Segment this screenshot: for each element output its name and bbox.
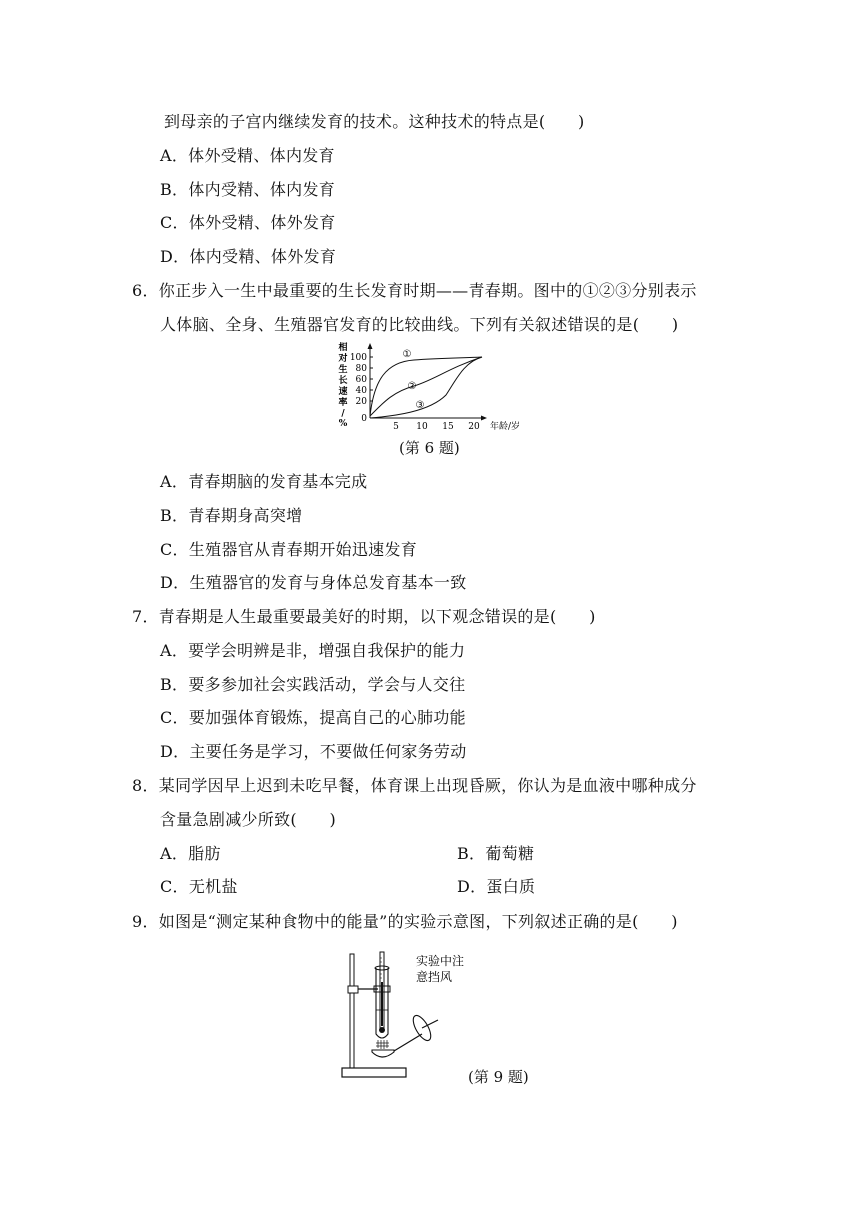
y-axis-arrow <box>368 343 373 349</box>
ylabel-char: % <box>338 419 348 429</box>
q5-option-d: D．体内受精、体外发育 <box>160 247 337 266</box>
curve-label-2: ② <box>407 381 417 392</box>
ytick-label: 20 <box>355 397 367 407</box>
q9-figure-caption: (第 9 题) <box>468 1068 529 1086</box>
q6-option-c: C．生殖器官从青春期开始迅速发育 <box>160 540 418 559</box>
ylabel-char: 相 <box>338 343 348 353</box>
xtick-label: 5 <box>393 422 399 432</box>
q8-stem-line1: 8．某同学因早上迟到未吃早餐，体育课上出现昏厥，你认为是血液中哪种成分 <box>132 776 697 795</box>
stand-rod <box>350 954 354 1068</box>
q6-option-b: B．青春期身高突增 <box>160 506 303 525</box>
q8-option-b: B．葡萄糖 <box>457 844 535 863</box>
ylabel-char: 率 <box>338 398 348 408</box>
q9-stem: 9．如图是“测定某种食物中的能量”的实验示意图，下列叙述正确的是( ) <box>132 912 678 931</box>
q8-option-a: A．脂肪 <box>160 844 221 863</box>
clamp-boss <box>348 986 358 993</box>
curve-label-1: ① <box>402 349 412 360</box>
ylabel-char: 长 <box>338 376 348 386</box>
q5-option-b: B．体内受精、体内发育 <box>160 180 336 199</box>
figure-note-line1: 实验中注 <box>416 954 465 968</box>
q6-option-a: A．青春期脑的发育基本完成 <box>160 472 368 491</box>
q5-option-a: A．体外受精、体内发育 <box>160 146 335 165</box>
q6-option-d: D．生殖器官的发育与身体总发育基本一致 <box>160 573 467 592</box>
stand-base <box>342 1068 406 1077</box>
q7-option-d: D．主要任务是学习，不要做任何家务劳动 <box>160 742 467 761</box>
ylabel-char: 速 <box>338 387 348 397</box>
ytick-label: 100 <box>349 353 367 363</box>
q8-stem-line2: 含量急剧减少所致( ) <box>160 810 337 829</box>
q7-option-c: C．要加强体育锻炼，提高自己的心肺功能 <box>160 708 466 727</box>
ylabel-char: / <box>341 409 345 419</box>
q6-figure-caption: (第 6 题) <box>399 439 460 457</box>
q8-option-d: D．蛋白质 <box>457 877 536 896</box>
curve-3 <box>370 357 482 418</box>
q6-stem-line2: 人体脑、全身、生殖器官发育的比较曲线。下列有关叙述错误的是( ) <box>160 315 679 334</box>
xtick-label: 15 <box>442 422 454 432</box>
ytick-label: 80 <box>355 364 367 374</box>
q6-stem-line1: 6．你正步入一生中最重要的生长发育时期——青春期。图中的①②③分别表示 <box>132 281 697 300</box>
ylabel-char: 生 <box>338 365 348 375</box>
q5-stem-continuation: 到母亲的子宫内继续发育的技术。这种技术的特点是( ) <box>164 112 585 131</box>
spoon-handle <box>394 1034 422 1051</box>
combustion-spoon <box>372 1050 394 1057</box>
xtick-label: 20 <box>468 422 480 432</box>
x-axis-arrow <box>481 416 487 421</box>
ylabel-char: 对 <box>338 354 348 364</box>
xtick-label: 10 <box>416 422 428 432</box>
figure-note-line2: 意挡风 <box>416 970 453 984</box>
ytick-label: 40 <box>355 386 367 396</box>
q5-option-c: C．体外受精、体外发育 <box>160 213 336 232</box>
q7-stem: 7．青春期是人生最重要最美好的时期，以下观念错误的是( ) <box>132 607 596 626</box>
q7-option-a: A．要学会明辨是非，增强自我保护的能力 <box>160 641 466 660</box>
q8-option-c: C．无机盐 <box>160 877 238 896</box>
q7-option-b: B．要多参加社会实践活动，学会与人交往 <box>160 675 466 694</box>
xlabel: 年龄/岁 <box>489 422 521 432</box>
ytick-label: 0 <box>361 414 367 424</box>
curve-label-3: ③ <box>415 400 425 411</box>
food-energy-apparatus-figure <box>338 948 478 1084</box>
ytick-label: 60 <box>355 375 367 385</box>
growth-curve-figure <box>334 340 530 432</box>
